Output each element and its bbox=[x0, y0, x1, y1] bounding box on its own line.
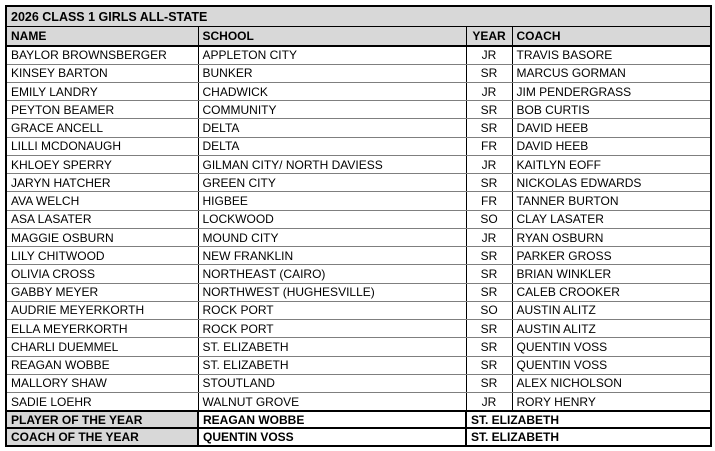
player-name-cell: KINSEY BARTON bbox=[6, 64, 198, 82]
year-cell: JR bbox=[466, 393, 512, 412]
table-row bbox=[6, 101, 711, 119]
column-header-year: YEAR bbox=[466, 27, 512, 46]
school-cell: WALNUT GROVE bbox=[198, 393, 466, 412]
coach-cell: DAVID HEEB bbox=[512, 137, 711, 155]
school-cell: ROCK PORT bbox=[198, 320, 466, 338]
table-row bbox=[6, 338, 711, 356]
coach-cell: AUSTIN ALITZ bbox=[512, 320, 711, 338]
player-name-cell: ASA LASATER bbox=[6, 210, 198, 228]
school-cell: ST. ELIZABETH bbox=[198, 356, 466, 374]
school-cell: HIGBEE bbox=[198, 192, 466, 210]
coach-cell: NICKOLAS EDWARDS bbox=[512, 174, 711, 192]
player-of-the-year-name: REAGAN WOBBE bbox=[198, 411, 466, 428]
table-row bbox=[6, 174, 711, 192]
school-cell: DELTA bbox=[198, 137, 466, 155]
column-header-name: NAME bbox=[6, 27, 198, 46]
column-header-coach: COACH bbox=[512, 27, 711, 46]
player-name-cell: GRACE ANCELL bbox=[6, 119, 198, 137]
table-row bbox=[6, 137, 711, 155]
school-cell: GREEN CITY bbox=[198, 174, 466, 192]
school-cell: APPLETON CITY bbox=[198, 46, 466, 65]
year-cell: SR bbox=[466, 119, 512, 137]
table-row bbox=[6, 393, 711, 412]
player-name-cell: PEYTON BEAMER bbox=[6, 101, 198, 119]
table-row bbox=[6, 46, 711, 65]
player-name-cell: JARYN HATCHER bbox=[6, 174, 198, 192]
coach-cell: KAITLYN EOFF bbox=[512, 155, 711, 173]
school-cell: MOUND CITY bbox=[198, 228, 466, 246]
year-cell: JR bbox=[466, 46, 512, 65]
year-cell: SR bbox=[466, 64, 512, 82]
player-name-cell: MALLORY SHAW bbox=[6, 374, 198, 392]
year-cell: JR bbox=[466, 228, 512, 246]
year-cell: SR bbox=[466, 247, 512, 265]
school-cell: STOUTLAND bbox=[198, 374, 466, 392]
player-name-cell: AVA WELCH bbox=[6, 192, 198, 210]
player-name-cell: ELLA MEYERKORTH bbox=[6, 320, 198, 338]
player-name-cell: LILY CHITWOOD bbox=[6, 247, 198, 265]
coach-cell: CALEB CROOKER bbox=[512, 283, 711, 301]
player-name-cell: OLIVIA CROSS bbox=[6, 265, 198, 283]
year-cell: SR bbox=[466, 101, 512, 119]
year-cell: SR bbox=[466, 283, 512, 301]
coach-cell: TANNER BURTON bbox=[512, 192, 711, 210]
player-of-the-year-label: PLAYER OF THE YEAR bbox=[6, 411, 198, 428]
player-name-cell: MAGGIE OSBURN bbox=[6, 228, 198, 246]
coach-cell: AUSTIN ALITZ bbox=[512, 301, 711, 319]
coach-cell: QUENTIN VOSS bbox=[512, 356, 711, 374]
school-cell: NEW FRANKLIN bbox=[198, 247, 466, 265]
school-cell: CHADWICK bbox=[198, 83, 466, 101]
coach-cell: JIM PENDERGRASS bbox=[512, 83, 711, 101]
player-name-cell: SADIE LOEHR bbox=[6, 393, 198, 412]
coach-of-the-year-name: QUENTIN VOSS bbox=[198, 428, 466, 446]
year-cell: SR bbox=[466, 265, 512, 283]
coach-cell: RYAN OSBURN bbox=[512, 228, 711, 246]
table-row bbox=[6, 374, 711, 392]
coach-cell: TRAVIS BASORE bbox=[512, 46, 711, 65]
year-cell: FR bbox=[466, 137, 512, 155]
coach-of-the-year-school: ST. ELIZABETH bbox=[466, 428, 711, 446]
school-cell: ST. ELIZABETH bbox=[198, 338, 466, 356]
table-row bbox=[6, 192, 711, 210]
table-row bbox=[6, 155, 711, 173]
year-cell: SR bbox=[466, 320, 512, 338]
year-cell: JR bbox=[466, 83, 512, 101]
coach-of-the-year-row bbox=[6, 428, 711, 446]
school-cell: DELTA bbox=[198, 119, 466, 137]
year-cell: SO bbox=[466, 210, 512, 228]
table-row bbox=[6, 265, 711, 283]
player-name-cell: REAGAN WOBBE bbox=[6, 356, 198, 374]
year-cell: FR bbox=[466, 192, 512, 210]
column-header-row bbox=[6, 27, 711, 46]
table-title: 2026 CLASS 1 GIRLS ALL-STATE bbox=[6, 6, 711, 27]
player-of-the-year-row bbox=[6, 411, 711, 428]
school-cell: NORTHEAST (CAIRO) bbox=[198, 265, 466, 283]
coach-cell: CLAY LASATER bbox=[512, 210, 711, 228]
coach-cell: PARKER GROSS bbox=[512, 247, 711, 265]
year-cell: SR bbox=[466, 338, 512, 356]
year-cell: SR bbox=[466, 174, 512, 192]
player-name-cell: KHLOEY SPERRY bbox=[6, 155, 198, 173]
player-name-cell: CHARLI DUEMMEL bbox=[6, 338, 198, 356]
year-cell: JR bbox=[466, 155, 512, 173]
player-of-the-year-school: ST. ELIZABETH bbox=[466, 411, 711, 428]
coach-cell: BRIAN WINKLER bbox=[512, 265, 711, 283]
column-header-school: SCHOOL bbox=[198, 27, 466, 46]
table-row bbox=[6, 228, 711, 246]
table-row bbox=[6, 83, 711, 101]
year-cell: SR bbox=[466, 356, 512, 374]
coach-of-the-year-label: COACH OF THE YEAR bbox=[6, 428, 198, 446]
table-row bbox=[6, 64, 711, 82]
player-name-cell: GABBY MEYER bbox=[6, 283, 198, 301]
coach-cell: DAVID HEEB bbox=[512, 119, 711, 137]
coach-cell: BOB CURTIS bbox=[512, 101, 711, 119]
school-cell: LOCKWOOD bbox=[198, 210, 466, 228]
school-cell: BUNKER bbox=[198, 64, 466, 82]
player-name-cell: LILLI MCDONAUGH bbox=[6, 137, 198, 155]
player-name-cell: BAYLOR BROWNSBERGER bbox=[6, 46, 198, 65]
school-cell: COMMUNITY bbox=[198, 101, 466, 119]
coach-cell: MARCUS GORMAN bbox=[512, 64, 711, 82]
all-state-table bbox=[5, 5, 712, 447]
school-cell: GILMAN CITY/ NORTH DAVIESS bbox=[198, 155, 466, 173]
player-name-cell: AUDRIE MEYERKORTH bbox=[6, 301, 198, 319]
year-cell: SR bbox=[466, 374, 512, 392]
table-row bbox=[6, 301, 711, 319]
coach-cell: QUENTIN VOSS bbox=[512, 338, 711, 356]
year-cell: SO bbox=[466, 301, 512, 319]
table-row bbox=[6, 119, 711, 137]
table-row bbox=[6, 247, 711, 265]
table-row bbox=[6, 210, 711, 228]
coach-cell: ALEX NICHOLSON bbox=[512, 374, 711, 392]
title-row bbox=[6, 6, 711, 27]
school-cell: ROCK PORT bbox=[198, 301, 466, 319]
table-row bbox=[6, 356, 711, 374]
coach-cell: RORY HENRY bbox=[512, 393, 711, 412]
table-row bbox=[6, 320, 711, 338]
player-name-cell: EMILY LANDRY bbox=[6, 83, 198, 101]
school-cell: NORTHWEST (HUGHESVILLE) bbox=[198, 283, 466, 301]
table-row bbox=[6, 283, 711, 301]
